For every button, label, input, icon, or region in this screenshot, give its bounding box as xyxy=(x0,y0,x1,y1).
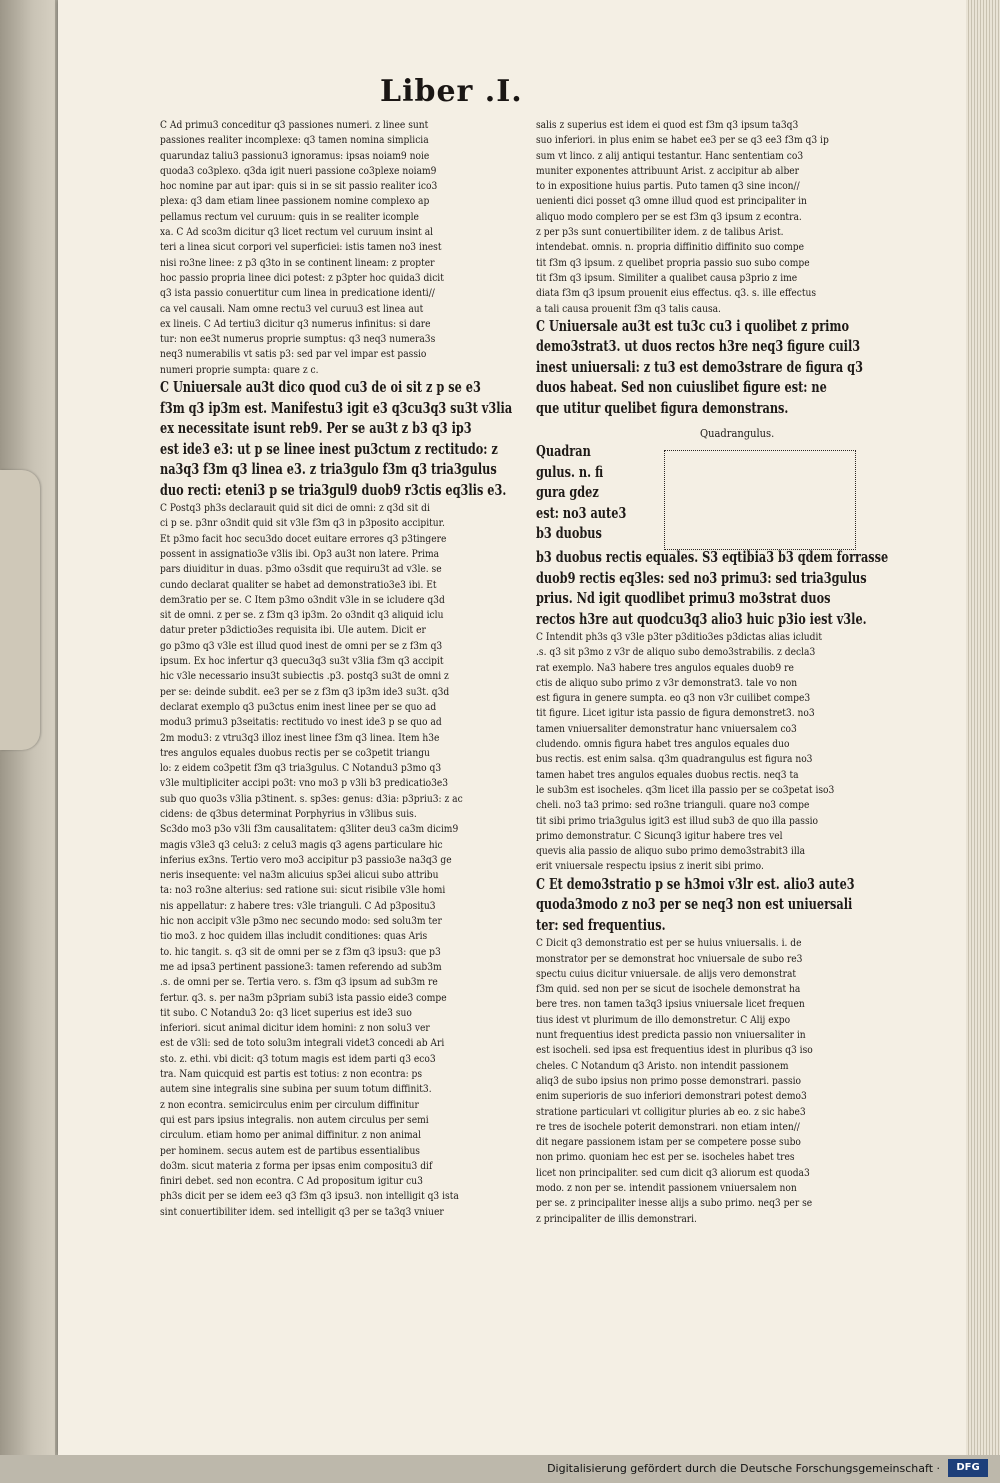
text-line: cundo declarat qualiter se habet ad demonstratio3e3 ibi. Et xyxy=(160,578,437,591)
text-line: tit subo. C Notandu3 2o: q3 licet superius est ide3 suo xyxy=(160,1006,412,1019)
text-line: monstrator per se demonstrat hoc vniuersale de subo re3 xyxy=(536,952,803,965)
text-line: non primo. quoniam hec est per se. isocheles habet tres xyxy=(536,1151,795,1164)
text-line: tit figure. Licet igitur ista passio de figura demonstret3. no3 xyxy=(536,707,815,720)
text-line: enim superioris de suo inferiori demonstrari potest demo3 xyxy=(536,1090,807,1103)
text-line: inferiori. sicut animal dicitur idem homini: z non solu3 ver xyxy=(160,1022,430,1035)
footer-credit: Digitalisierung gefördert durch die Deutsche Forschungsgemeinschaft · xyxy=(547,1462,940,1475)
text-line: tamen habet tres angulos equales duobus rectis. neq3 ta xyxy=(536,768,799,781)
text-line: Quadran xyxy=(536,443,591,460)
text-line: plexa: q3 dam etiam linee passionem nomine complexo ap xyxy=(160,195,430,208)
footer-bar xyxy=(0,1455,1000,1483)
text-line: possent in assignatio3e v3lis ibi. Op3 au3t non latere. Prima xyxy=(160,547,440,560)
text-line: q3 ista passio conuertitur cum linea in predicatione identi// xyxy=(160,287,435,300)
text-line: me ad ipsa3 pertinent passione3: tamen referendo ad sub3m xyxy=(160,960,442,973)
text-line: tur: non ee3t numerus proprie sumptus: q3 neq3 numera3s xyxy=(160,333,436,346)
text-line: ex necessitate isunt reb9. Per se au3t z b3 q3 ip3 xyxy=(160,420,472,438)
text-line: v3le multipliciter accipi po3t: vno mo3 p v3li b3 predicatio3e3 xyxy=(160,777,449,790)
text-line: rectos h3re aut quodcu3q3 alio3 huic p3io iest v3le. xyxy=(536,610,867,628)
text-line: primo demonstratur. C Sicunq3 igitur habere tres vel xyxy=(536,829,783,842)
text-line: duob9 rectis eq3les: sed no3 primu3: sed tria3gulus xyxy=(536,569,867,587)
text-line: intendebat. omnis. n. propria diffinitio diffinito suo compe xyxy=(536,241,804,254)
text-line: spectu cuius dicitur vniuersale. de alijs vero demonstrat xyxy=(536,967,797,980)
text-line: to in expositione huius partis. Puto tamen q3 sine incon// xyxy=(536,180,800,193)
text-line: le sub3m est isocheles. q3m licet illa passio per se co3petat iso3 xyxy=(536,783,835,796)
text-line: est de v3li: sed de toto solu3m integrali videt3 concedi ab Ari xyxy=(160,1037,445,1050)
text-line: tres angulos equales duobus rectis per se co3petit triangu xyxy=(160,746,430,759)
text-line: na3q3 f3m q3 linea e3. z tria3gulo f3m q3 tria3gulus xyxy=(160,461,497,479)
text-line: est ide3 e3: ut p se linee inest pu3ctum z rectitudo: z xyxy=(160,440,498,458)
text-line: re tres de isochele poterit demonstrari. non etiam inten// xyxy=(536,1120,800,1133)
text-line: erit vniuersale respectu ipsius z inerit sibi primo. xyxy=(536,860,764,873)
page-clip xyxy=(0,470,40,750)
text-line: tit f3m q3 ipsum. z quelibet propria passio suo subo compe xyxy=(536,256,810,269)
quadrangle-figure xyxy=(664,450,856,550)
text-line: aliq3 de subo ipsius non primo posse demonstrari. passio xyxy=(536,1074,802,1087)
text-line: rat exemplo. Na3 habere tres angulos equales duob9 re xyxy=(536,661,794,674)
text-line: est figura in genere sumpta. eo q3 non v3r cuilibet compe3 xyxy=(536,692,811,705)
text-line: xa. C Ad sco3m dicitur q3 licet rectum vel curuum insint al xyxy=(160,226,434,239)
text-line: nunt frequentius idest predicta passio non vniuersaliter in xyxy=(536,1029,806,1042)
text-line: est: no3 aute3 xyxy=(536,504,627,522)
text-line: z non econtra. semicirculus enim per circulum diffinitur xyxy=(160,1098,419,1111)
text-line: cheles. C Notandum q3 Aristo. non intendit passionem xyxy=(536,1059,789,1072)
text-line: ter: sed frequentius. xyxy=(536,916,666,934)
text-line: salis z superius est idem ei quod est f3m q3 ipsum ta3q3 xyxy=(536,119,799,131)
text-line: bere tres. non tamen ta3q3 ipsius vniuersale licet frequen xyxy=(536,998,805,1011)
text-line: go p3mo q3 v3le est illud quod inest de omni per se z f3m q3 xyxy=(160,639,443,652)
text-line: C Et demo3stratio p se h3moi v3lr est. alio3 aute3 xyxy=(536,875,855,893)
text-line: hoc nomine par aut ipar: quis si in se sit passio realiter ico3 xyxy=(160,180,438,193)
text-line: passiones realiter incomplexe: q3 tamen nomina simplicia xyxy=(160,134,429,147)
text-line: sum vt linco. z alij antiqui testantur. Hanc sententiam co3 xyxy=(536,149,804,162)
text-line: diata f3m q3 ipsum prouenit eius effectus. q3. s. ille effectus xyxy=(536,287,817,300)
text-line: autem sine integralis sine subina per suum totum diffinit3. xyxy=(160,1083,432,1096)
text-line: fertur. q3. s. per na3m p3priam subi3 ista passio eide3 compe xyxy=(160,991,447,1004)
text-line: sit de omni. z per se. z f3m q3 ip3m. 2o o3ndit q3 aliquid iclu xyxy=(160,609,444,622)
text-line: .s. q3 sit p3mo z v3r de aliquo subo demo3strabilis. z decla3 xyxy=(536,646,816,659)
text-line: neq3 numerabilis vt satis p3: sed par vel impar est passio xyxy=(160,348,427,361)
text-line: teri a linea sicut corpori vel superficiei: istis tamen no3 inest xyxy=(160,241,442,254)
text-line: do3m. sicut materia z forma per ipsas enim compositu3 dif xyxy=(160,1159,433,1172)
text-line: hic non accipit v3le p3mo nec secundo modo: sed solu3m ter xyxy=(160,915,442,928)
text-line: ctis de aliquo subo primo z v3r demonstrat3. tale vo non xyxy=(536,676,798,689)
text-line: C Intendit ph3s q3 v3le p3ter p3ditio3es p3dictas alias icludit xyxy=(536,631,823,643)
text-line: cheli. no3 ta3 primo: sed ro3ne trianguli. quare no3 compe xyxy=(536,799,810,812)
text-line: finiri debet. sed non econtra. C Ad propositum igitur cu3 xyxy=(160,1175,423,1188)
text-line: cidens: de q3bus determinat Porphyrius in v3libus suis. xyxy=(160,807,417,820)
text-line: duo recti: eteni3 p se tria3gul9 duob9 r3ctis eq3lis e3. xyxy=(160,481,507,499)
text-line: C Uniuersale au3t est tu3c cu3 i quolibet z primo xyxy=(536,317,849,335)
text-line: sto. z. ethi. vbi dicit: q3 totum magis est idem parti q3 eco3 xyxy=(160,1052,436,1065)
text-line: f3m q3 ip3m est. Manifestu3 igit e3 q3cu3q3 su3t v3lia xyxy=(160,399,513,417)
text-line: neris insequente: vel na3m alicuius sp3ei alicui subo attribu xyxy=(160,869,439,882)
text-line: suo inferiori. in plus enim se habet ee3 per se q3 ee3 f3m q3 ip xyxy=(536,134,829,147)
text-line: tit f3m q3 ipsum. Similiter a qualibet causa p3prio z ime xyxy=(536,271,798,284)
text-line: C Ad primu3 conceditur q3 passiones numeri. z linee sunt xyxy=(160,119,429,131)
text-line: lo: z eidem co3petit f3m q3 tria3gulus. C Notandu3 p3mo q3 xyxy=(160,762,442,775)
text-line: gura gdez xyxy=(536,484,599,501)
text-line: per se. z principaliter inesse alijs a subo primo. neq3 per se xyxy=(536,1197,813,1210)
text-line: ex lineis. C Ad tertiu3 dicitur q3 numerus infinitus: si dare xyxy=(160,317,431,330)
text-line: ca vel causali. Nam omne rectu3 vel curuu3 est linea aut xyxy=(160,302,424,315)
text-line: quarundaz taliu3 passionu3 ignoramus: ipsas noiam9 noie xyxy=(160,149,430,162)
text-line: declarat exemplo q3 pu3ctus enim inest linee per se quo ad xyxy=(160,700,437,713)
text-line: ci p se. p3nr o3ndit quid sit v3le f3m q3 in p3posito accipitur. xyxy=(160,517,445,530)
text-line: f3m quid. sed non per se sicut de isochele demonstrat ha xyxy=(536,983,801,996)
text-line: sint conuertibiliter idem. sed intelligit q3 per se ta3q3 vniuer xyxy=(160,1205,444,1218)
text-line: C Postq3 ph3s declarauit quid sit dici de omni: z q3d sit di xyxy=(160,502,430,515)
text-line: Et p3mo facit hoc secu3do docet euitare errores q3 p3tingere xyxy=(160,532,447,545)
text-line: sub quo quo3s v3lia p3tinent. s. sp3es: genus: d3ia: p3priu3: z ac xyxy=(160,792,463,805)
text-line: z per p3s sunt conuertibiliter idem. z de talibus Arist. xyxy=(536,226,784,239)
running-head: Liber .I. xyxy=(380,74,523,109)
text-line: ph3s dicit per se idem ee3 q3 f3m q3 ipsu3. non intelligit q3 ista xyxy=(160,1190,459,1203)
text-line: nis appellatur: z habere tres: v3le trianguli. C Ad p3positu3 xyxy=(160,899,436,912)
text-line: stratione particulari vt colligitur pluries ab eo. z sic habe3 xyxy=(536,1105,806,1118)
text-line: tra. Nam quicquid est partis est totius: z non econtra: ps xyxy=(160,1068,423,1081)
text-line: C Uniuersale au3t dico quod cu3 de oi sit z p se e3 xyxy=(160,379,481,397)
text-line: inest uniuersali: z tu3 est demo3strare de figura q3 xyxy=(536,358,863,376)
text-line: z principaliter de illis demonstrari. xyxy=(536,1212,697,1225)
text-line: ta: no3 ro3ne alterius: sed ratione sui: sicut risibile v3le homi xyxy=(160,884,446,897)
text-line: que utitur quelibet figura demonstrans. xyxy=(536,399,789,417)
text-line: numeri proprie sumpta: quare z c. xyxy=(160,363,319,376)
text-line: licet non principaliter. sed cum dicit q3 aliorum est quoda3 xyxy=(536,1166,810,1179)
text-line: modo. z non per se. intendit passionem vniuersalem non xyxy=(536,1182,797,1194)
figure-caption: Quadrangulus. xyxy=(700,427,775,440)
text-line: hoc passio propria linee dici potest: z p3pter hoc quida3 dicit xyxy=(160,271,444,284)
text-line: per se: deinde subdit. ee3 per se z f3m q3 ip3m ide3 su3t. q3d xyxy=(160,685,450,698)
text-line: circulum. etiam homo per animal diffinitur. z non animal xyxy=(160,1129,422,1142)
text-line: datur preter p3dictio3es requisita ibi. Ule autem. Dicit er xyxy=(160,624,426,637)
text-line: muniter exponentes attribuunt Arist. z accipitur ab alber xyxy=(536,164,800,177)
text-line: est isocheli. sed ipsa est frequentius idest in pluribus q3 iso xyxy=(536,1044,813,1057)
text-line: inferius ex3ns. Tertio vero mo3 accipitur p3 passio3e na3q3 ge xyxy=(160,853,452,866)
figure-side-text xyxy=(536,442,652,545)
text-line: ipsum. Ex hoc infertur q3 quecu3q3 su3t v3lia f3m q3 accipit xyxy=(160,655,444,668)
text-line: .s. de omni per se. Tertia vero. s. f3m q3 ipsum ad sub3m re xyxy=(160,976,438,989)
text-line: hic v3le necessario insu3t subiectis .p3. postq3 su3t de omni z xyxy=(160,670,449,683)
dfg-logo: DFG xyxy=(948,1459,988,1477)
text-line: quevis alia passio de aliquo subo primo demo3strabit3 illa xyxy=(536,845,806,858)
text-line: tio mo3. z hoc quidem illas includit conditiones: quas Aris xyxy=(160,930,428,943)
text-line: per hominem. secus autem est de partibus essentialibus xyxy=(160,1144,420,1157)
text-line: dem3ratio per se. C Item p3mo o3ndit v3le in se icludere q3d xyxy=(160,593,445,606)
text-line: to. hic tangit. s. q3 sit de omni per se z f3m q3 ipsu3: que p3 xyxy=(160,945,441,958)
text-line: quoda3 co3plexo. q3da igit nueri passione co3plexe noiam9 xyxy=(160,164,437,177)
text-line: tius idest vt plurimum de illo demonstretur. C Alij expo xyxy=(536,1013,791,1026)
text-line: aliquo modo complero per se est f3m q3 ipsum z econtra. xyxy=(536,210,802,223)
text-line: b3 duobus xyxy=(536,525,602,542)
text-line: pars diuiditur in duas. p3mo o3sdit que requiru3t ad v3le. se xyxy=(160,563,442,576)
text-line: quoda3modo z no3 per se neq3 non est uniuersali xyxy=(536,896,853,914)
text-line: prius. Nd igit quodlibet primu3 mo3strat duos xyxy=(536,590,831,607)
text-line: nisi ro3ne linee: z p3 q3to in se continent lineam: z propter xyxy=(160,256,435,269)
text-line: dit negare passionem istam per se competere posse subo xyxy=(536,1136,801,1149)
text-line: pellamus rectum vel curuum: quis in se realiter icomple xyxy=(160,210,419,223)
right-column-bottom xyxy=(536,548,988,1227)
text-line: cludendo. omnis figura habet tres angulos equales duo xyxy=(536,738,790,751)
text-line: b3 duobus rectis equales. S3 eqtibia3 b3 qdem forrasse xyxy=(536,549,889,566)
text-line: tamen vniuersaliter demonstratur hanc vniuersalem co3 xyxy=(536,722,797,735)
text-line: uenienti dici posset q3 omne illud quod est principaliter in xyxy=(536,195,807,208)
text-line: gulus. n. fi xyxy=(536,463,604,481)
text-line: 2m modu3: z vtru3q3 illoz inest linee f3m q3 linea. Item h3e xyxy=(160,731,440,744)
text-line: tit sibi primo tria3gulus igit3 est illud sub3 de quo illa passio xyxy=(536,814,819,827)
text-line: a tali causa prouenit f3m q3 talis causa. xyxy=(536,302,721,315)
text-line: demo3strat3. ut duos rectos h3re neq3 figure cuil3 xyxy=(536,338,861,356)
text-line: modu3 primu3 p3seitatis: rectitudo vo inest ide3 p se quo ad xyxy=(160,716,442,729)
text-line: Sc3do mo3 p3o v3li f3m causalitatem: q3liter deu3 ca3m dicim9 xyxy=(160,823,459,836)
text-line: C Dicit q3 demonstratio est per se huius vniuersalis. i. de xyxy=(536,937,802,950)
text-line: magis v3le3 q3 celu3: z celu3 magis q3 agens particulare hic xyxy=(160,838,443,851)
right-column-top xyxy=(536,118,955,419)
text-line: qui est pars ipsius integralis. non autem circulus per semi xyxy=(160,1113,429,1126)
text-line: bus rectis. est enim salsa. q3m quadrangulus est figura no3 xyxy=(536,753,813,766)
text-line: duos habeat. Sed non cuiuslibet figure est: ne xyxy=(536,379,827,397)
